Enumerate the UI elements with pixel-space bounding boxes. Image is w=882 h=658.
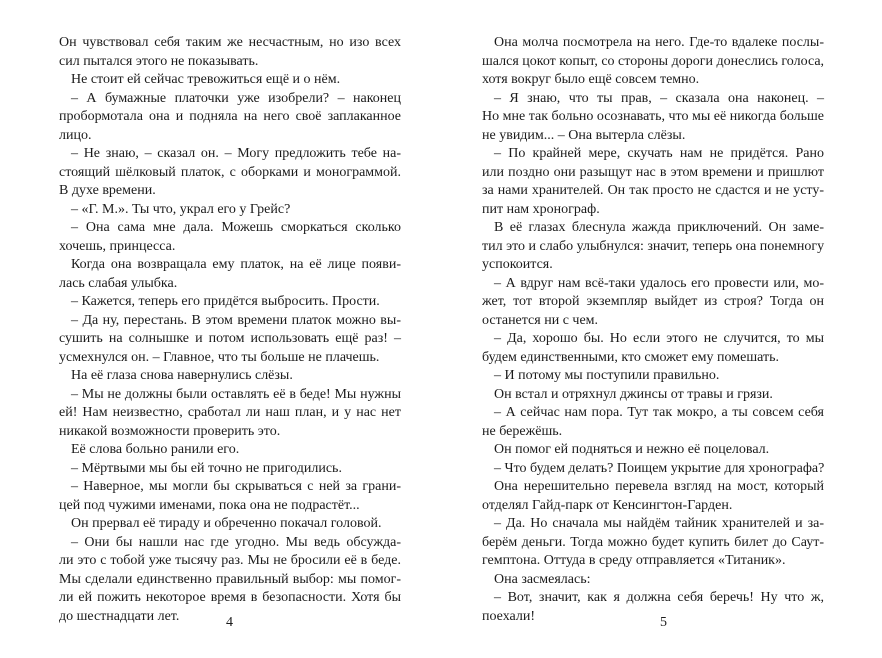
text-line: Её слова больно ранили его. xyxy=(71,442,240,457)
text-line: – Мы не должны были оставлять её в беде! Мы нужны xyxy=(71,386,401,402)
text-line: – Они бы нашли нас где угодно. Мы ведь обсужда- xyxy=(71,534,401,550)
text-line: Он прервал её тираду и обреченно покачал головой. xyxy=(71,516,382,531)
text-line: ли ей пожить некоторое время в безопасности. Хотя бы xyxy=(59,590,401,605)
text-line: – И потому мы поступили правильно. xyxy=(494,368,720,383)
text-line: не бережёшь. xyxy=(482,423,563,439)
text-line: цей под чужими именами, пока она не подрастёт... xyxy=(59,497,360,513)
text-line: ли это с тобой уже тысячу раз. Мы не бросили её в беде. xyxy=(59,553,401,568)
right-page xyxy=(482,34,824,626)
text-line: сил пытался этого не показывать. xyxy=(59,53,259,69)
text-line: – Наверное, мы могли бы скрываться с ней за грани- xyxy=(71,479,401,494)
text-line: Она молча посмотрела на него. Где-то вдалеке послы- xyxy=(494,35,824,50)
text-line: Он чувствовал себя таким же несчастным, но изо всех xyxy=(59,35,401,50)
text-line: усмехнулся он. – Главное, что ты больше не плачешь. xyxy=(59,349,380,365)
text-line: шался цокот копыт, со стороны дороги донеслись голоса, xyxy=(482,53,825,69)
text-line: за нами хранителей. Он так просто не сдастся и не усту- xyxy=(482,183,824,198)
text-line: – Да. Но сначала мы найдём тайник хранителей и за- xyxy=(494,516,824,531)
text-line: останется ни с чем. xyxy=(482,312,599,328)
text-line: Не стоит ей сейчас тревожиться ещё и о нём. xyxy=(71,72,341,87)
text-line: – Я знаю, что ты прав, – сказала она наконец. – xyxy=(494,90,824,106)
text-line: На её глаза снова навернулись слёзы. xyxy=(71,368,293,383)
text-line: В её глазах блеснула жажда приключений. Он заме- xyxy=(494,220,824,235)
text-line: Она нерешительно перевела взгляд на мост, который xyxy=(494,479,824,494)
text-line: лась слабая улыбка. xyxy=(59,275,178,291)
text-line: будем единственными, кто сможет ему помешать. xyxy=(482,349,779,365)
text-line: – По крайней мере, скучать нам не придётся. Рано xyxy=(494,146,824,161)
text-line: – Мёртвыми мы бы ей точно не пригодились. xyxy=(71,460,342,476)
text-line: – Да, хорошо бы. Но если этого не случится, то мы xyxy=(494,331,824,346)
right-page-number: 5 xyxy=(660,615,667,630)
text-line: – Что будем делать? Поищем укрытие для хронографа? xyxy=(494,460,825,476)
text-line: лицо. xyxy=(59,127,92,143)
text-line: или поздно они разыщут нас в этом времени и пришлют xyxy=(482,164,824,180)
text-line: пробормотала она и подняла на него своё заплаканное xyxy=(59,109,401,124)
text-line: отделял Гайд-парк от Кенсингтон-Гарден. xyxy=(482,497,733,513)
text-line: никакой возможности проверить это. xyxy=(59,423,281,439)
text-line: Она засмеялась: xyxy=(494,571,591,587)
text-line: – «Г. М.». Ты что, украл его у Грейс? xyxy=(71,201,291,217)
text-line: – Вот, значит, как я должна себя беречь! Ну что ж, xyxy=(494,590,824,605)
text-line: ей! Нам неизвестно, сработал ли наш план, и у нас нет xyxy=(59,405,401,420)
text-line: берём деньги. Тогда можно будет купить билет до Саут- xyxy=(482,534,824,550)
text-line: сушить на солнышке и потом использовать ещё раз! – xyxy=(59,331,401,346)
text-line: – А сейчас нам пора. Тут так мокро, а ты совсем себя xyxy=(494,405,824,420)
text-line: не увидим... – Она вытерла слёзы. xyxy=(482,127,686,143)
text-line: Мы сделали единственно правильный выбор: мы помог- xyxy=(59,571,401,587)
text-line: – Да ну, перестань. В этом времени платок можно вы- xyxy=(71,312,401,328)
text-line: – А бумажные платочки уже изобрели? – наконец xyxy=(71,90,401,106)
text-line: до шестнадцати лет. xyxy=(59,608,180,624)
left-page xyxy=(59,34,401,626)
text-line: Он встал и отряхнул джинсы от травы и грязи. xyxy=(494,386,773,402)
text-line: В духе времени. xyxy=(59,183,156,198)
text-line: хотя вокруг было ещё совсем темно. xyxy=(482,72,700,87)
text-line: поехали! xyxy=(482,608,535,624)
text-line: Он помог ей подняться и нежно её поцеловал. xyxy=(494,442,770,457)
text-line: тил это и слабо улыбнулся: значит, теперь она понемногу xyxy=(482,238,825,254)
text-line: хочешь, принцесса. xyxy=(59,238,176,254)
text-line: – Она сама мне дала. Можешь сморкаться сколько xyxy=(71,220,401,235)
text-line: гемптона. Оттуда в среду отправляется «Титаник». xyxy=(482,553,786,568)
text-line: – Не знаю, – сказал он. – Могу предложить тебе на- xyxy=(71,146,401,161)
text-line: жет, тот второй экземпляр выйдет из строя? Тогда он xyxy=(482,294,824,309)
text-line: пит нам хронограф. xyxy=(482,201,600,217)
left-page-number: 4 xyxy=(226,615,233,630)
text-line: Когда она возвращала ему платок, на её лице появи- xyxy=(71,257,401,272)
text-line: – А вдруг нам всё-таки удалось его провести или, мо- xyxy=(494,275,824,291)
text-line: успокоится. xyxy=(482,257,553,272)
text-line: стоящий шёлковый платок, с оборками и монограммой. xyxy=(59,164,401,180)
text-line: – Кажется, теперь его придётся выбросить. Прости. xyxy=(71,294,380,309)
text-line: Но мне так больно осознавать, что мы её никогда больше xyxy=(482,109,824,124)
